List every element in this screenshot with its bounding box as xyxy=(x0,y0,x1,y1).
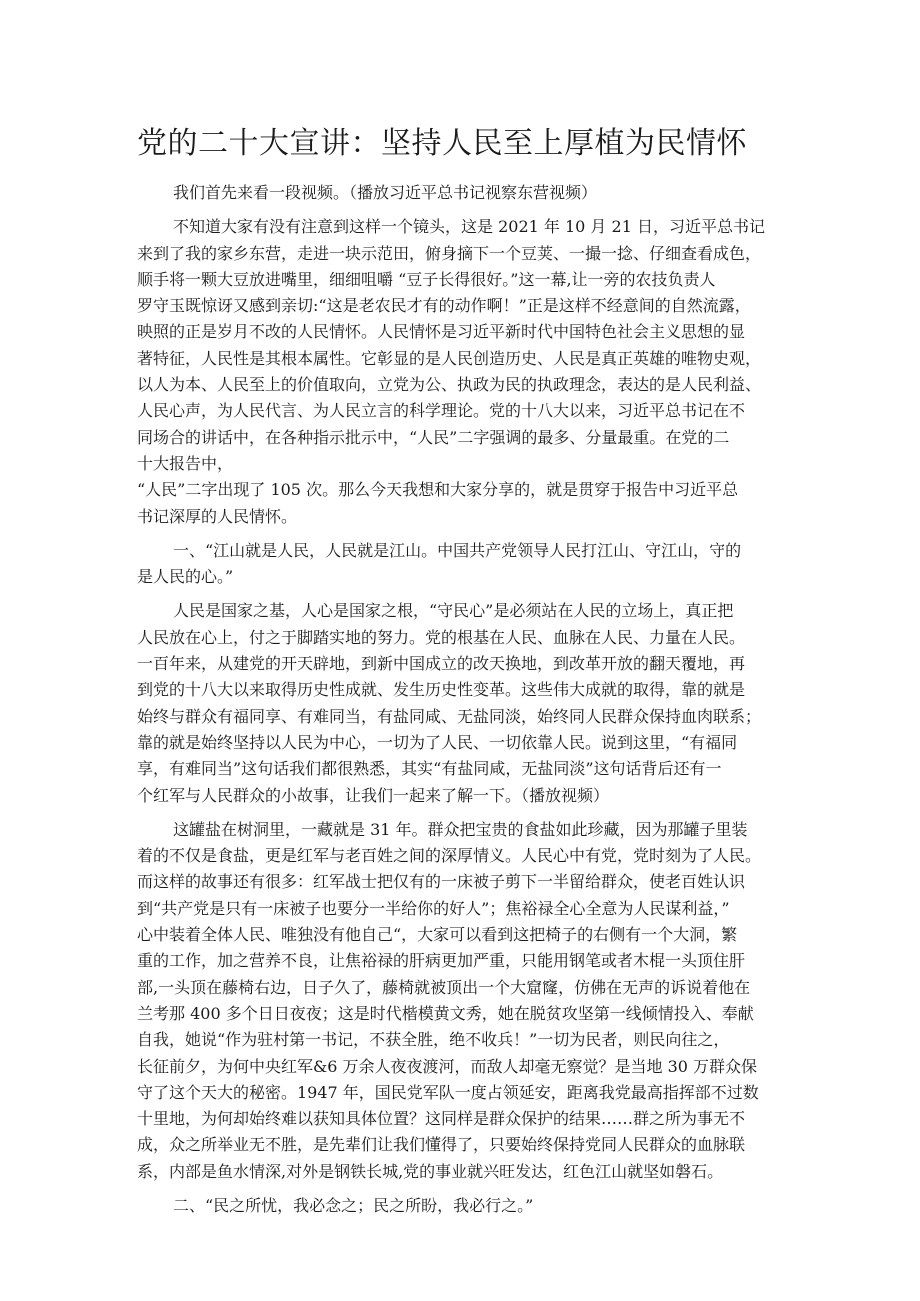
paragraph xyxy=(137,538,785,591)
text-line: 映照的正是岁月不改的人民情怀。人民情怀是习近平新时代中国特色社会主义思想的显 xyxy=(137,322,746,342)
text-line: 以人为本、人民至上的价值取向，立党为公、执政为民的执政理念，表达的是人民利益、 xyxy=(137,375,762,395)
text-line: 重的工作，加之营养不良，让焦裕禄的肝病更加严重，只能用钢笔或者木棍一头顶住肝 xyxy=(137,951,746,971)
text-line: 始终与群众有福同享、有难同当，有盐同咸、无盐同淡，始终同人民群众保持血肉联系； xyxy=(137,706,762,726)
document-body xyxy=(137,180,785,1227)
text-line: 十里地，为何却始终难以获知具体位置？这同样是群众保护的结果……群之所为事无不 xyxy=(137,1109,746,1129)
text-line: 享，有难同当”这句话我们都很熟悉，其实“有盐同咸，无盐同淡”这句话背后还有一 xyxy=(137,759,722,779)
text-line: 个红军与人民群众的小故事，让我们一起来了解一下。（播放视频） xyxy=(137,785,610,805)
text-line: 罗守玉既惊讶又感到亲切:“这是老农民才有的动作啊！”正是这样不经意间的自然流露， xyxy=(137,296,751,316)
text-line: 心中装着全体人民、唯独没有他自己“，大家可以看到这把椅子的右侧有一个大洞，繁 xyxy=(137,925,738,945)
text-line: 书记深厚的人民情怀。 xyxy=(137,506,298,526)
text-line: 成，众之所举业无不胜，是先辈们让我们懂得了，只要始终保持党同人民群众的血脉联 xyxy=(137,1135,746,1155)
text-line: 到党的十八大以来取得历史性成就、发生历史性变革。这些伟大成就的取得，靠的就是 xyxy=(137,680,746,700)
text-line: 著特征，人民性是其根本属性。它彰显的是人民创造历史、人民是真正英雄的唯物史观， xyxy=(137,348,762,368)
text-line: 到“共产党是只有一床被子也要分一半给你的好人”；焦裕禄全心全意为人民谋利益，” xyxy=(137,898,730,918)
text-line: 长征前夕，为何中央红军&6 万余人夜夜渡河，而敌人却毫无察觉？是当地 30 万群众保 xyxy=(137,1056,758,1076)
text-line: 来到了我的家乡东营，走进一块示范田，俯身摘下一个豆荚、一撮一捻、仔细查看成色， xyxy=(137,243,762,263)
text-line: 顺手将一颗大豆放进嘴里，细细咀嚼 “豆子长得很好。”这一幕,让一旁的农技负责人 xyxy=(137,269,716,289)
text-line: 同场合的讲话中，在各种指示批示中，“人民”二字强调的最多、分量最重。在党的二 xyxy=(137,427,730,447)
text-line: 十大报告中， xyxy=(137,453,234,473)
text-line: 系，内部是鱼水情深,对外是钢铁长城,党的事业就兴旺发达，红色江山就坚如磐石。 xyxy=(137,1161,724,1181)
text-line: 人民放在心上，付之于脚踏实地的努力。党的根基在人民、血脉在人民、力量在人民。 xyxy=(137,627,746,647)
document-title: 党的二十大宣讲：坚持人民至上厚植为民情怀 xyxy=(137,126,747,161)
paragraph xyxy=(137,180,785,206)
section-heading: 是人民的心。” xyxy=(137,567,234,587)
text-line: 而这样的故事还有很多：红军战士把仅有的一床被子剪下一半留给群众，使老百姓认识 xyxy=(137,872,746,892)
paragraph xyxy=(137,598,785,808)
text-line: 靠的就是始终坚持以人民为中心，一切为了人民、一切依靠人民。说到这里，“有福同 xyxy=(137,732,738,752)
text-line: 人民是国家之基，人心是国家之根，“守民心”是必须站在人民的立场上，真正把 xyxy=(173,601,734,621)
text-line: 这罐盐在树洞里，一藏就是 31 年。群众把宝贵的食盐如此珍藏，因为那罐子里装 xyxy=(173,819,748,839)
text-line: 一百年来，从建党的开天辟地，到新中国成立的改天换地，到改革开放的翻天覆地，再 xyxy=(137,654,746,674)
text-line: 兰考那 400 多个日日夜夜；这是时代楷模黄文秀，她在脱贫攻坚第一线倾情投入、奉献 xyxy=(137,1003,754,1023)
paragraph xyxy=(137,1193,785,1219)
text-line: 人民心声，为人民代言、为人民立言的科学理论。党的十八大以来，习近平总书记在不 xyxy=(137,401,746,421)
text-line: 我们首先来看一段视频。（播放习近平总书记视察东营视频） xyxy=(173,183,598,202)
text-line: 着的不仅是食盐，更是红军与老百姓之间的深厚情义。人民心中有党，党时刻为了人民。 xyxy=(137,846,762,866)
section-heading: 二、“民之所忧，我必念之；民之所盼，我必行之。” xyxy=(173,1195,534,1215)
text-line: “人民”二字出现了 105 次。那么今天我想和大家分享的，就是贯穿于报告中习近平总 xyxy=(137,480,739,500)
text-line: 自我，她说“作为驻村第一书记，不获全胜，绝不收兵！”一切为民者，则民向往之， xyxy=(137,1030,730,1050)
paragraph xyxy=(137,214,785,530)
paragraph xyxy=(137,817,785,1185)
section-heading: 一、“江山就是人民，人民就是江山。中国共产党领导人民打江山、守江山，守的 xyxy=(173,540,742,560)
text-line: 部,一头顶在藤椅右边，日子久了，藤椅就被顶出一个大窟窿，仿佛在无声的诉说着他在 xyxy=(137,977,751,997)
text-line: 不知道大家有没有注意到这样一个镜头，这是 2021 年 10 月 21 日，习近平总书记 xyxy=(173,217,765,237)
text-line: 守了这个天大的秘密。1947 年，国民党军队一度占领延安，距离我党最高指挥部不过数 xyxy=(137,1082,759,1102)
